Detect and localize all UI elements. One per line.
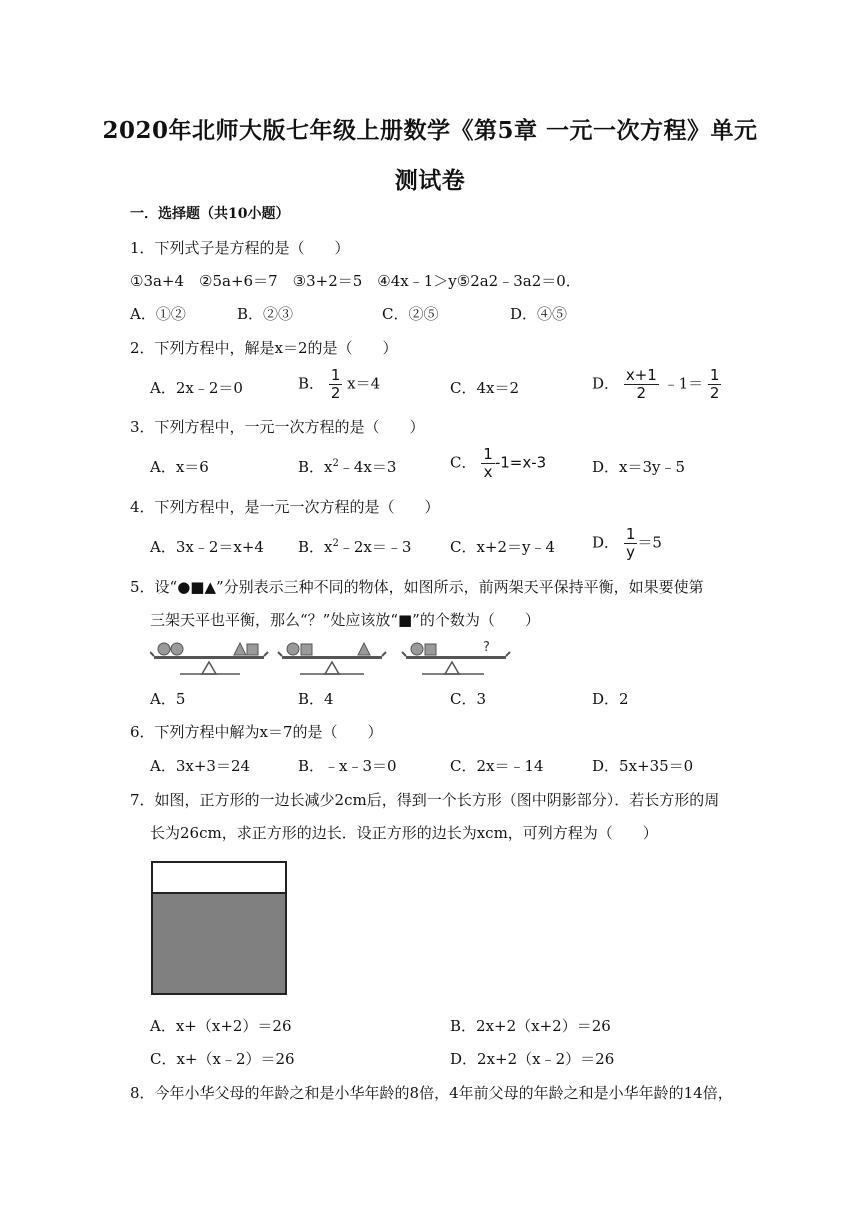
q3-option-d: D．x＝3y﹣5: [592, 458, 686, 476]
q4-option-b: [298, 536, 411, 557]
shaded-rectangle: [152, 893, 286, 994]
q3-option-c-fraction: [481, 446, 495, 481]
balance-scale-3: [402, 640, 510, 674]
balance-scales-figure: [150, 636, 520, 684]
q7-option-d: D．2x+2（x﹣2）＝26: [450, 1050, 615, 1068]
q7-stem-line-1: 7．如图，正方形的一边长减少2cm后，得到一个长方形（图中阴影部分）．若长方形的周: [130, 791, 720, 809]
q2-stem: 2．下列方程中，解是x＝2的是（ ）: [130, 339, 398, 357]
balance-scale-1: [150, 643, 268, 674]
superscript: 2: [332, 458, 339, 469]
q6-stem: 6．下列方程中解为x＝7的是（ ）: [130, 723, 383, 741]
q2-option-c: C．4x＝2: [450, 379, 520, 397]
fraction-denominator: y: [626, 543, 636, 561]
q7-option-a: A．x+（x+2）＝26: [150, 1017, 292, 1035]
q1-stem: 1．下列式子是方程的是（ ）: [130, 239, 350, 257]
q4-option-c: C．x+2＝y﹣4: [450, 538, 556, 556]
q4-option-b-rest: ﹣2x＝﹣3: [338, 538, 412, 556]
q1-option-b: B．②③: [237, 305, 294, 323]
q5-option-a: A．5: [150, 690, 186, 708]
q4-option-b-lead: B．x: [298, 538, 333, 556]
q7-stem-line-2: 长为26cm，求正方形的边长．设正方形的边长为xcm，可列方程为（ ）: [150, 824, 658, 842]
fraction-numerator: x+1: [625, 366, 657, 384]
fraction-denominator: x: [483, 463, 493, 481]
q2-option-d: [592, 367, 721, 402]
q2-option-a: A．2x﹣2＝0: [150, 379, 243, 397]
q2-option-d-middle: ﹣1＝: [663, 374, 704, 393]
q5-stem-line-2: 三架天平也平衡，那么“？”处应该放“■”的个数为（ ）: [150, 611, 540, 629]
q2-option-b-rest: x＝4: [347, 374, 381, 393]
q8-stem: 8．今年小华父母的年龄之和是小华年龄的8倍，4年前父母的年龄之和是小华年龄的14倍，: [130, 1084, 733, 1102]
title-line-2: 测试卷: [394, 167, 466, 194]
q7-option-c: C．x+（x﹣2）＝26: [150, 1050, 295, 1068]
q4-option-d-fraction: [624, 526, 638, 561]
q4-stem: 4．下列方程中，是一元一次方程的是（ ）: [130, 498, 440, 516]
q2-option-b: [298, 367, 380, 402]
fraction-numerator: 1: [709, 366, 720, 384]
q3-option-b-lead: B．x: [298, 458, 333, 476]
fraction-numerator: 1: [483, 445, 493, 463]
q2-option-b-fraction: [329, 367, 343, 402]
q6-option-a: A．3x+3＝24: [150, 757, 251, 775]
q3-option-c-rest: -1=x-3: [494, 453, 547, 472]
q2-option-d-fraction-1: [624, 367, 659, 402]
fraction-numerator: 1: [625, 525, 636, 543]
title-line-1: 2020年北师大版七年级上册数学《第5章 一元一次方程》单元: [102, 117, 758, 144]
q6-option-c: C．2x＝﹣14: [450, 757, 544, 775]
q3-option-b: [298, 456, 396, 477]
q4-option-a: A．3x﹣2＝x+4: [150, 538, 264, 556]
question-mark-label: ?: [483, 640, 490, 655]
section-heading: 一．选择题（共10小题）: [130, 206, 290, 222]
q1-option-a: A．①②: [130, 305, 186, 323]
q7-option-b: B．2x+2（x+2）＝26: [450, 1017, 611, 1035]
q3-option-b-rest: ﹣4x＝3: [338, 458, 397, 476]
fraction-denominator: 2: [709, 384, 720, 402]
q2-option-d-fraction-2: [708, 367, 722, 402]
q2-option-d-letter: D．: [592, 374, 620, 393]
q5-stem-line-1: 5．设“●■▲”分别表示三种不同的物体，如图所示，前两架天平保持平衡，如果要使第: [130, 578, 704, 596]
superscript: 2: [332, 538, 339, 549]
fraction-denominator: 2: [330, 384, 341, 402]
square-rectangle-figure: [150, 860, 290, 996]
q3-option-a: A．x＝6: [150, 458, 209, 476]
q4-option-d-rest: ＝5: [637, 533, 662, 552]
q4-option-d: [592, 526, 662, 561]
q3-stem: 3．下列方程中，一元一次方程的是（ ）: [130, 418, 425, 436]
q6-option-d: D．5x+35＝0: [592, 757, 694, 775]
q5-option-b: B．4: [298, 690, 334, 708]
q1-option-d: D．④⑤: [510, 305, 568, 323]
q3-option-c: [450, 446, 546, 481]
fraction-denominator: 2: [636, 384, 647, 402]
q3-option-c-letter: C．: [450, 453, 477, 472]
q5-option-c: C．3: [450, 690, 487, 708]
q4-option-d-letter: D．: [592, 533, 620, 552]
q1-expressions: ①3a+4 ②5a+6＝7 ③3+2＝5 ④4x﹣1＞y⑤2a2﹣3a2＝0．: [130, 272, 581, 290]
q5-option-d: D．2: [592, 690, 629, 708]
fraction-numerator: 1: [330, 366, 341, 384]
q6-option-b: B．﹣x﹣3＝0: [298, 757, 397, 775]
q2-option-b-letter: B．: [298, 374, 325, 393]
balance-scale-2: [278, 643, 386, 674]
q1-option-c: C．②⑤: [382, 305, 439, 323]
